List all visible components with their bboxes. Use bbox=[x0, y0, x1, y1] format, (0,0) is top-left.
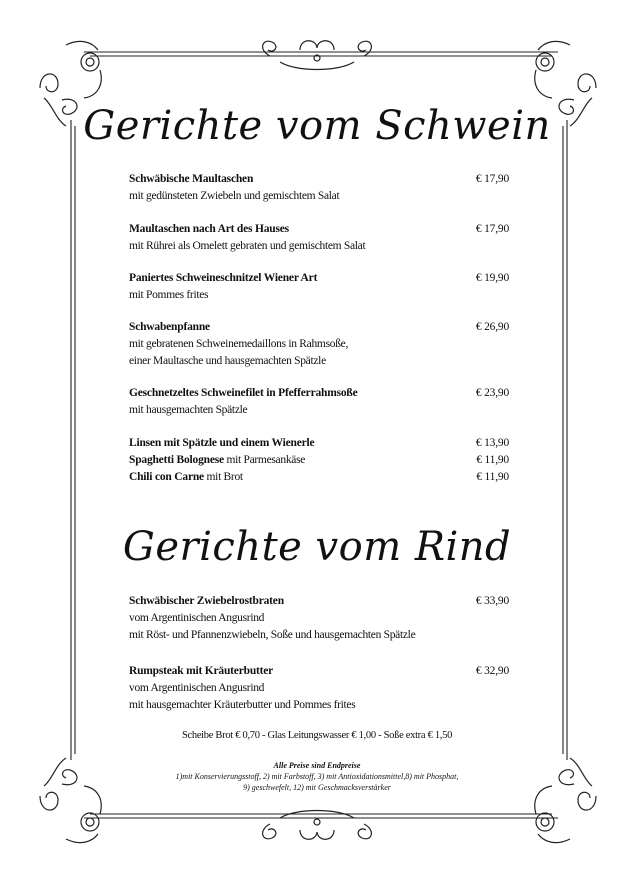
dish-price: € 17,90 bbox=[475, 173, 509, 185]
compact-menu-list bbox=[129, 435, 509, 486]
dish-name: Schwäbische Maultaschen bbox=[129, 173, 254, 185]
dish-name: Geschnetzeltes Schweinefilet in Pfefferrahmsoße bbox=[129, 387, 358, 399]
dish-price: € 11,90 bbox=[476, 454, 509, 466]
dish-description: mit hausgemachten Spätzle bbox=[129, 404, 248, 416]
dish-description: mit Rührei als Omelett gebraten und gemischtem Salat bbox=[129, 240, 366, 252]
top-center-ornament-icon bbox=[263, 41, 372, 70]
dish-price: € 11,90 bbox=[476, 471, 509, 483]
dish-suffix: mit Parmesankäse bbox=[223, 454, 306, 466]
dish-name: Spaghetti Bolognese bbox=[129, 454, 224, 466]
menu-item bbox=[129, 270, 509, 304]
dish-price: € 33,90 bbox=[475, 595, 509, 607]
dish-price: € 26,90 bbox=[475, 321, 509, 333]
dish-description: mit Pommes frites bbox=[129, 289, 209, 301]
dish-name: Paniertes Schweineschnitzel Wiener Art bbox=[129, 272, 318, 284]
dish-price: € 23,90 bbox=[475, 387, 509, 399]
dish-name: Rumpsteak mit Kräuterbutter bbox=[129, 665, 274, 677]
dish-price: € 32,90 bbox=[475, 665, 509, 677]
dish-suffix: mit Brot bbox=[203, 471, 243, 483]
dish-price: € 17,90 bbox=[475, 223, 509, 235]
compact-menu-item bbox=[129, 469, 509, 486]
dish-name: Chili con Carne bbox=[129, 471, 204, 483]
menu-item bbox=[129, 171, 509, 205]
dish-name: Schwäbischer Zwiebelrostbraten bbox=[129, 595, 284, 607]
compact-menu-item bbox=[129, 435, 509, 452]
menu-item bbox=[129, 221, 509, 255]
dish-description: mit gebratenen Schweinemedaillons in Rahmsoße, bbox=[129, 338, 349, 350]
dish-name: Schwabenpfanne bbox=[129, 321, 210, 333]
dish-name: Linsen mit Spätzle und einem Wienerle bbox=[129, 437, 315, 449]
dish-description: mit gedünsteten Zwiebeln und gemischtem Salat bbox=[129, 190, 340, 202]
dish-description: mit Röst- und Pfannenzwiebeln, Soße und hausgemachten Spätzle bbox=[129, 629, 416, 641]
menu-item bbox=[129, 663, 509, 714]
footnote-line: 9) geschwefelt, 12) mit Geschmacksverstärker bbox=[243, 783, 391, 792]
extras-line: Scheibe Brot € 0,70 - Glas Leitungswasser € 1,00 - Soße extra € 1,50 bbox=[181, 730, 453, 741]
menu-item bbox=[129, 593, 509, 644]
dish-price: € 19,90 bbox=[475, 272, 509, 284]
compact-menu-item bbox=[129, 452, 509, 469]
menu-item bbox=[129, 319, 509, 370]
menu-item bbox=[129, 385, 509, 419]
dish-description: einer Maultasche und hausgemachten Spätzle bbox=[129, 355, 326, 367]
dish-price: € 13,90 bbox=[475, 437, 509, 449]
section-heading-schwein: Gerichte vom Schwein bbox=[83, 103, 551, 149]
dish-description: mit hausgemachter Kräuterbutter und Pommes frites bbox=[129, 699, 356, 711]
dish-description: vom Argentinischen Angusrind bbox=[129, 612, 265, 624]
dish-description: vom Argentinischen Angusrind bbox=[129, 682, 265, 694]
section-heading-rind: Gerichte vom Rind bbox=[122, 524, 512, 570]
footnote-title: Alle Preise sind Endpreise bbox=[273, 761, 361, 770]
footnote-line: 1)mit Konservierungsstoff, 2) mit Farbstoff, 3) mit Antioxidationsmittel,8) mit Phosphat, bbox=[175, 772, 459, 781]
bottom-center-ornament-icon bbox=[263, 811, 372, 840]
dish-name: Maultaschen nach Art des Hauses bbox=[129, 223, 289, 235]
